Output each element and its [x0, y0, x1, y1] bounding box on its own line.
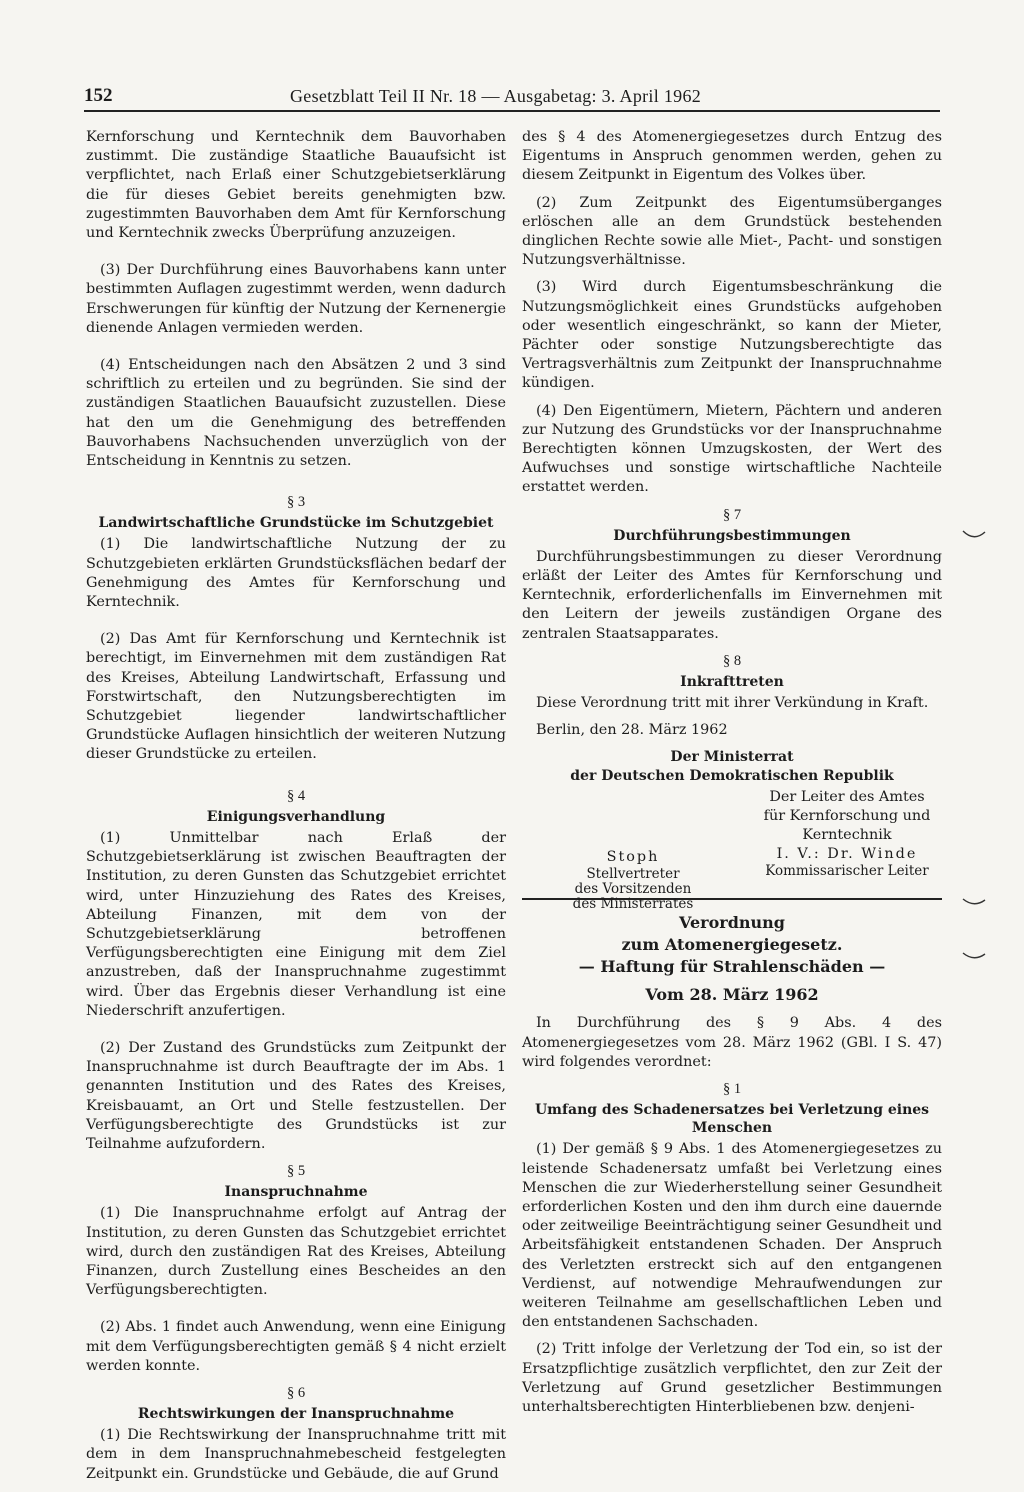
- paragraph: (1) Die Inanspruchnahme erfolgt auf Antrag der Institution, zu deren Gunsten das Schutzgebiet errichtet wird, durch den zuständigen Rat des Kreises, Abteilung Finanzen, durch Zustellung eines Bescheides an den Verfügungsberechtigten.: [86, 1205, 506, 1299]
- section-heading: Einigungsverhandlung: [206, 808, 386, 825]
- council-name: Der Ministerrat der Deutschen Demokratischen Republik: [570, 749, 894, 785]
- paragraph: (2) Zum Zeitpunkt des Eigentumsüberganges erlöschen alle an dem Grundstück bestehenden dinglichen Rechte sowie alle Miet-, Pacht- und sonstigen Nutzungsverhältnisse.: [522, 194, 942, 269]
- section-heading: Umfang des Schadenersatzes bei Verletzung eines Menschen: [534, 1102, 930, 1137]
- paragraph: (2) Der Zustand des Grundstücks zum Zeitpunkt der Inanspruchnahme ist durch Beauftragte der im Abs. 1 genannten Institution und des Rates des Kreises, Kreisbauamt, an Ort und Stelle festzustellen. Der Verfügungsberechtigte des Grundstücks ist zur Teilnahme aufzufordern.: [86, 1039, 506, 1152]
- section-heading: Inkrafttreten: [680, 674, 784, 691]
- paragraph: (2) Abs. 1 findet auch Anwendung, wenn eine Einigung mit dem Verfügungsberechtigten gemäß § 4 nicht erzielt werden konnte.: [86, 1319, 506, 1374]
- margin-mark-icon: [962, 896, 986, 910]
- section-number: § 4: [286, 787, 306, 804]
- right-column: [522, 128, 942, 1425]
- paragraph: (3) Wird durch Eigentumsbeschränkung die Nutzungsmöglichkeit eines Grundstücks aufgehoben oder wesentlich eingeschränkt, so kann der Mieter, Pächter oder sonstige Nutzungsberechtigte das Vertragsverhältnis zum Zeitpunkt der Inanspruchnahme kündigen.: [522, 279, 942, 392]
- ordinance-date: Vom 28. März 1962: [645, 985, 819, 1005]
- signatory-role: Kommissarischer Leiter: [765, 863, 929, 880]
- paragraph: In Durchführung des § 9 Abs. 4 des Atomenergiegesetzes vom 28. März 1962 (GBl. I S. 47) wird folgendes verordnet:: [522, 1015, 942, 1070]
- paragraph: des § 4 des Atomenergiegesetzes durch Entzug des Eigentums in Anspruch genommen werden, gehen zu diesem Zeitpunkt in Eigentum des Volkes über.: [522, 129, 942, 184]
- paragraph: (3) Der Durchführung eines Bauvorhabens kann unter bestimmten Auflagen zugestimmt werden, wenn dadurch Erschwerungen für künftig der Nutzung der Kernenergie dienende Anlagen vermieden werden.: [86, 262, 506, 336]
- section-number: § 8: [722, 652, 742, 669]
- margin-mark-icon: [962, 950, 986, 964]
- section-number: § 5: [286, 1163, 306, 1180]
- section-heading: Inanspruchnahme: [224, 1184, 368, 1201]
- signature-block: [522, 748, 942, 913]
- paragraph: Kernforschung und Kerntechnik dem Bauvorhaben zustimmt. Die zuständige Staatliche Bauaufsicht ist verpflichtet, nach Erlaß einer Schutzgebietserklärung die für dieses Gebiet bereits genehmigten bzw. zugestimmten Bauvorhaben dem Amt für Kernforschung und Kerntechnik zwecks Überprüfung anzuzeigen.: [86, 129, 506, 242]
- paragraph: (1) Der gemäß § 9 Abs. 1 des Atomenergiegesetzes zu leistende Schadenersatz umfaßt bei Verletzung eines Menschen die zur Wiederherstellung seiner Gesundheit erforderlichen Kosten und den ihm durch eine dauernde oder zeitweilige Beeinträchtigung seiner Gesundheit und Arbeitsfähigkeit entstandenen Schaden. Der Anspruch des Verletzten erstreckt sich auf den entgangenen Verdienst, auf notwendige Mehraufwendungen zur weiteren Teilnahme am gesellschaftlichen Leben und den entstandenen Sachschaden.: [522, 1141, 942, 1331]
- section-heading: Rechtswirkungen der Inanspruchnahme: [137, 1406, 455, 1423]
- section-number: § 3: [286, 494, 306, 511]
- paragraph: (1) Die landwirtschaftliche Nutzung der zu Schutzgebieten erklärten Grundstücksflächen bedarf der Genehmigung des Amtes für Kernforschung und Kerntechnik.: [86, 536, 506, 611]
- section-heading: Durchführungsbestimmungen: [613, 527, 851, 544]
- page-number: 152: [84, 85, 113, 106]
- paragraph: Diese Verordnung tritt mit ihrer Verkündung in Kraft.: [536, 695, 929, 712]
- signatory-name: Stoph: [606, 849, 660, 866]
- section-number: § 1: [722, 1081, 742, 1098]
- signature-left: Stoph Stellvertreter des Vorsitzenden des Ministerrates: [558, 848, 708, 912]
- margin-mark-icon: [962, 528, 986, 542]
- paragraph: (2) Tritt infolge der Verletzung der Tod ein, so ist der Ersatzpflichtige zusätzlich verpflichtet, den zur Zeit der Verletzung auf Grund gesetzlicher Bestimmungen unterhaltsberechtigten Hinterbliebenen bzw. denjeni-: [522, 1341, 942, 1415]
- ordinance-title: Verordnung zum Atomenergiegesetz. — Haftung für Strahlenschäden —: [578, 913, 886, 977]
- left-column: [86, 128, 506, 1492]
- signatory-name: I. V.: Dr. Winde: [776, 846, 918, 863]
- paragraph: Durchführungsbestimmungen zu dieser Verordnung erläßt der Leiter des Amtes für Kernforschung und Kerntechnik, erforderlichenfalls im Einvernehmen mit den Leitern der jeweils zuständigen Organe des zentralen Staatsapparates.: [522, 548, 942, 642]
- paragraph: (1) Unmittelbar nach Erlaß der Schutzgebietserklärung ist zwischen Beauftragten der Institution, zu deren Gunsten das Schutzgebiet errichtet wird, unter Hinzuziehung des Rates des Kreises, Abteilung Finanzen, mit dem von der Schutzgebietserklärung betroffenen Verfügungsberechtigten eine Einigung mit dem Ziel anzustreben, daß der Inanspruchnahme zugestimmt wird. Über das Ergebnis dieser Verhandlung ist eine Niederschrift anzufertigen.: [86, 829, 506, 1019]
- paragraph: (4) Entscheidungen nach den Absätzen 2 und 3 sind schriftlich zu erteilen und zu begründen. Sie sind der zuständigen Staatlichen Bauaufsicht zuzustellen. Diese hat den um die Genehmigung des betreffenden Bauvorhabens Nachsuchenden unverzüglich von der Entscheidung in Kenntnis zu setzen.: [86, 357, 506, 470]
- paragraph: (1) Die Rechtswirkung der Inanspruchnahme tritt mit dem in dem Inanspruchnahmebescheid festgelegten Zeitpunkt ein. Grundstücke und Gebäude, die auf Grund: [86, 1427, 506, 1482]
- section-heading: Landwirtschaftliche Grundstücke im Schutzgebiet: [98, 515, 494, 532]
- section-number: § 7: [722, 506, 742, 523]
- section-number: § 6: [286, 1384, 306, 1401]
- paragraph: (4) Den Eigentümern, Mietern, Pächtern und anderen zur Nutzung des Grundstücks vor der Inanspruchnahme Berechtigten können Umzugskosten, der Wert des Aufwuchses und sonstige wirtschaftliche Nachteile erstattet werden.: [522, 402, 942, 496]
- place-date: Berlin, den 28. März 1962: [536, 722, 728, 739]
- paragraph: (2) Das Amt für Kernforschung und Kerntechnik ist berechtigt, im Einvernehmen mit dem zuständigen Rat des Kreises, Abteilung Landwirtschaft, Erfassung und Forstwirtschaft, den Nutzungsberechtigten im Schutzgebiet liegender landwirtschaftlicher Grundstücke Auflagen hinsichtlich der weiteren Nutzung dieser Grundstücke zu erteilen.: [86, 631, 506, 763]
- signature-right: Der Leiter des Amtes für Kernforschung und Kerntechnik I. V.: Dr. Winde Kommissarischer Leiter: [752, 788, 942, 879]
- gazette-title: Gesetzblatt Teil II Nr. 18 — Ausgabetag: 3. April 1962: [290, 86, 702, 106]
- page-header: [84, 78, 940, 112]
